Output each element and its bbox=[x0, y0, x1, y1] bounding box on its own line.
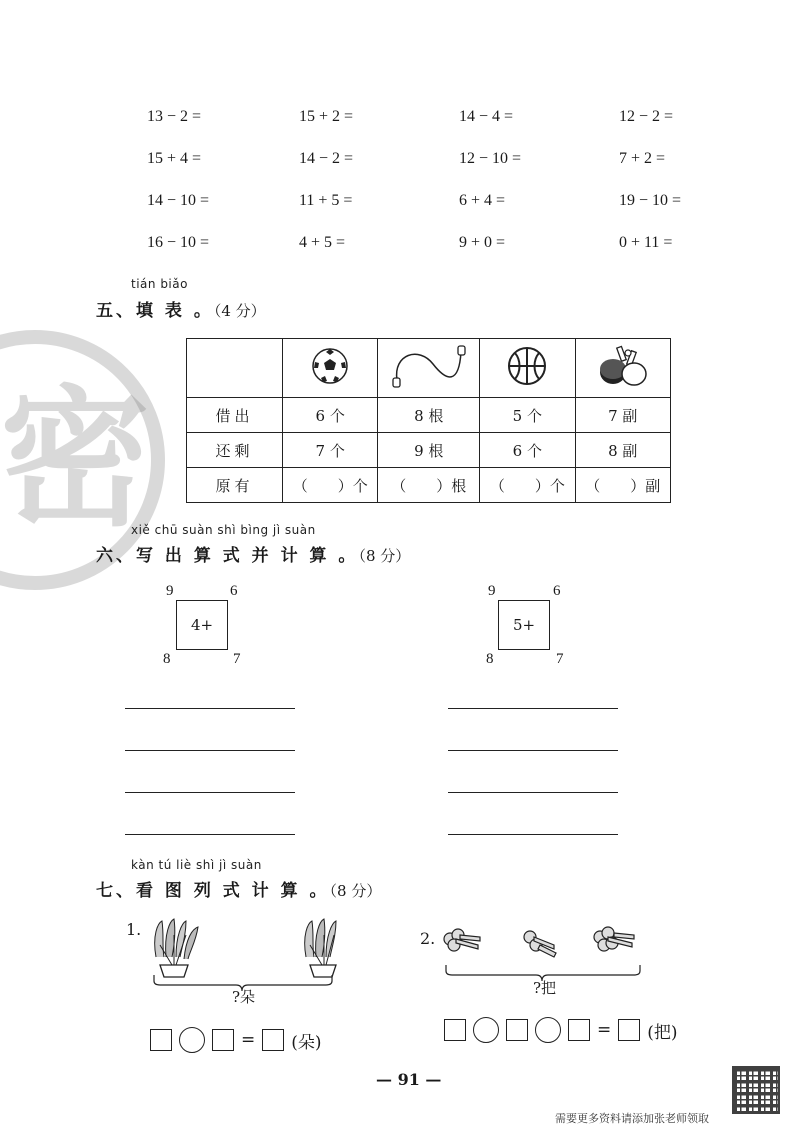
soccer-ball-icon bbox=[310, 346, 350, 386]
watermark-stamp-char: 密 bbox=[0, 373, 151, 547]
answer-line[interactable] bbox=[448, 834, 618, 835]
answer-line[interactable] bbox=[448, 792, 618, 793]
ping-pong-cell bbox=[575, 339, 670, 398]
answer-line[interactable] bbox=[125, 708, 295, 709]
problem-number: 1. bbox=[126, 920, 142, 939]
answer-expression bbox=[150, 1027, 322, 1053]
equation: 0 + 11 = bbox=[619, 234, 673, 251]
ping-pong-paddles-icon bbox=[597, 345, 649, 387]
flower-pot-icon bbox=[305, 919, 336, 977]
number-square bbox=[498, 600, 550, 650]
corner-number: 7 bbox=[233, 651, 241, 667]
equals-sign: = bbox=[597, 1020, 612, 1040]
table-row bbox=[187, 468, 671, 503]
equation: 7 + 2 = bbox=[619, 150, 666, 167]
answer-box[interactable] bbox=[212, 1029, 234, 1051]
answer-blank[interactable]: （ ）根 bbox=[378, 468, 480, 503]
corner-number: 9 bbox=[166, 583, 174, 599]
equation: 14 − 10 = bbox=[147, 192, 210, 209]
section6-title: 六、写 出 算 式 并 计 算 。 bbox=[96, 546, 359, 566]
unit-label: (朵) bbox=[291, 1032, 322, 1053]
keys-icon bbox=[594, 927, 634, 951]
table-row bbox=[187, 398, 671, 433]
section7-title: 七、看 图 列 式 计 算 。 bbox=[96, 881, 330, 901]
section7-points: （8 分） bbox=[329, 882, 382, 900]
table-cell: 9 根 bbox=[378, 433, 480, 468]
answer-line[interactable] bbox=[125, 792, 295, 793]
corner-number: 9 bbox=[488, 583, 496, 599]
section5-title: 五、填 表 。 bbox=[96, 301, 214, 321]
keys-icon bbox=[524, 931, 556, 957]
equation: 13 − 2 = bbox=[147, 108, 202, 125]
table-cell: 6 个 bbox=[283, 398, 378, 433]
equation: 11 + 5 = bbox=[299, 192, 353, 209]
equation: 15 + 4 = bbox=[147, 150, 202, 167]
jump-rope-cell bbox=[378, 339, 480, 398]
section6-pinyin: xiě chū suàn shì bìng jì suàn bbox=[131, 523, 316, 537]
table-cell: 8 副 bbox=[575, 433, 670, 468]
answer-box[interactable] bbox=[618, 1019, 640, 1041]
section7-heading bbox=[96, 876, 381, 901]
table-cell: 5 个 bbox=[480, 398, 575, 433]
section6-heading bbox=[96, 541, 410, 566]
table-cell: 8 根 bbox=[378, 398, 480, 433]
operator-circle[interactable] bbox=[473, 1017, 499, 1043]
table-cell: 6 个 bbox=[480, 433, 575, 468]
row-label: 借出 bbox=[187, 398, 283, 433]
corner-number: 8 bbox=[163, 651, 171, 667]
table-row bbox=[187, 433, 671, 468]
brace-label: ?把 bbox=[533, 979, 557, 997]
equation: 14 − 4 = bbox=[459, 108, 514, 125]
basketball-cell bbox=[480, 339, 575, 398]
flower-pot-icon bbox=[155, 919, 198, 977]
section5-heading bbox=[96, 296, 266, 321]
section6-points: （8 分） bbox=[358, 547, 411, 565]
fill-table bbox=[186, 338, 671, 503]
footer-note: 需要更多资料请添加张老师领取 bbox=[555, 1112, 709, 1125]
table-cell: 7 副 bbox=[575, 398, 670, 433]
answer-box[interactable] bbox=[568, 1019, 590, 1041]
keys-icon bbox=[444, 929, 480, 951]
soccer-ball-cell bbox=[283, 339, 378, 398]
corner-number: 7 bbox=[556, 651, 564, 667]
row-label: 原有 bbox=[187, 468, 283, 503]
answer-box[interactable] bbox=[444, 1019, 466, 1041]
equation: 15 + 2 = bbox=[299, 108, 354, 125]
brace-label: ?朵 bbox=[232, 988, 256, 1006]
answer-line[interactable] bbox=[125, 834, 295, 835]
answer-box[interactable] bbox=[506, 1019, 528, 1041]
answer-blank[interactable]: （ ）副 bbox=[575, 468, 670, 503]
section5-pinyin: tián biǎo bbox=[131, 277, 188, 291]
answer-expression bbox=[444, 1017, 678, 1043]
answer-blank[interactable]: （ ）个 bbox=[480, 468, 575, 503]
jump-rope-icon bbox=[389, 344, 469, 388]
section5-points: （4 分） bbox=[213, 302, 266, 320]
equation: 12 − 10 = bbox=[459, 150, 522, 167]
equation: 19 − 10 = bbox=[619, 192, 682, 209]
row-label: 还剩 bbox=[187, 433, 283, 468]
answer-blank[interactable]: （ ）个 bbox=[283, 468, 378, 503]
problem-number: 2. bbox=[420, 929, 436, 948]
equation: 6 + 4 = bbox=[459, 192, 506, 209]
corner-number: 8 bbox=[486, 651, 494, 667]
section7-pinyin: kàn tú liè shì jì suàn bbox=[131, 858, 262, 872]
answer-line[interactable] bbox=[125, 750, 295, 751]
answer-box[interactable] bbox=[150, 1029, 172, 1051]
square-center: 5+ bbox=[512, 616, 536, 634]
unit-label: (把) bbox=[647, 1022, 678, 1043]
equation: 14 − 2 = bbox=[299, 150, 354, 167]
answer-line[interactable] bbox=[448, 750, 618, 751]
equals-sign: = bbox=[241, 1030, 256, 1050]
answer-line[interactable] bbox=[448, 708, 618, 709]
square-center: 4+ bbox=[190, 616, 214, 634]
qr-code-icon bbox=[732, 1066, 780, 1114]
operator-circle[interactable] bbox=[535, 1017, 561, 1043]
equation: 9 + 0 = bbox=[459, 234, 506, 251]
answer-box[interactable] bbox=[262, 1029, 284, 1051]
table-cell: 7 个 bbox=[283, 433, 378, 468]
corner-number: 6 bbox=[230, 583, 238, 599]
table-corner-cell bbox=[187, 339, 283, 398]
corner-number: 6 bbox=[553, 583, 561, 599]
equation: 12 − 2 = bbox=[619, 108, 674, 125]
number-square bbox=[176, 600, 228, 650]
equation: 16 − 10 = bbox=[147, 234, 210, 251]
operator-circle[interactable] bbox=[179, 1027, 205, 1053]
page-number: — 91 — bbox=[376, 1070, 442, 1089]
basketball-icon bbox=[506, 345, 548, 387]
equation: 4 + 5 = bbox=[299, 234, 346, 251]
